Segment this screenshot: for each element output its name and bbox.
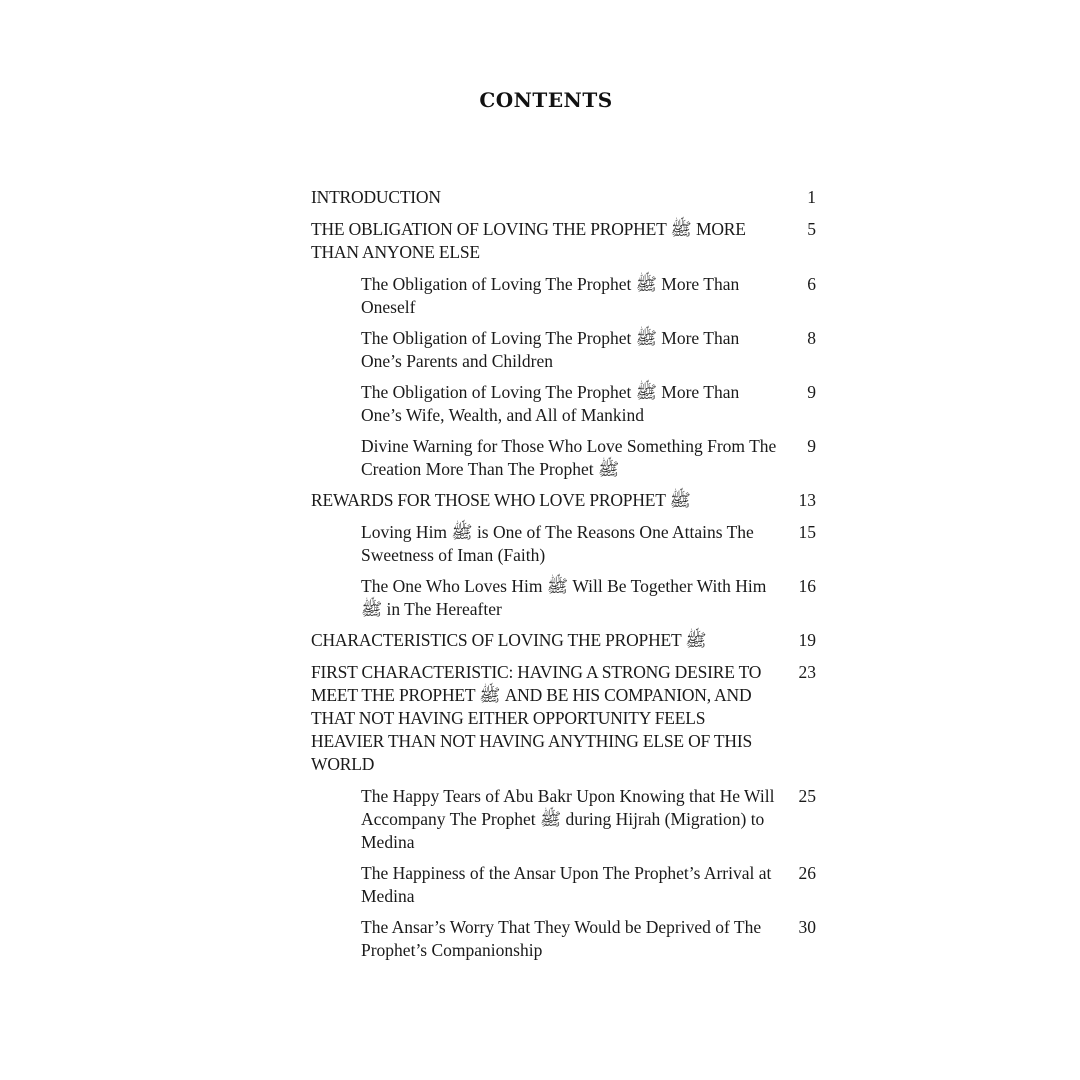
- toc-entry-page: 25: [798, 786, 816, 806]
- toc-entry-page: 16: [798, 576, 816, 596]
- toc-entry-title: The Obligation of Loving The Prophet ﷺ More Than One’s Wife, Wealth, and All of Mankind: [361, 382, 740, 425]
- toc-entry-divine-warning[interactable]: [311, 435, 816, 481]
- toc-entry-page: 23: [798, 662, 816, 682]
- toc-entry-introduction[interactable]: [311, 186, 816, 209]
- toc-entry-title: The Obligation of Loving The Prophet ﷺ More Than One’s Parents and Children: [361, 328, 740, 371]
- toc-entry-ansar-worry[interactable]: [311, 916, 816, 962]
- toc-entry-title: Divine Warning for Those Who Love Something From The Creation More Than The Prophet ﷺ: [361, 436, 777, 479]
- table-of-contents: [311, 186, 816, 970]
- toc-entry-title: REWARDS FOR THOSE WHO LOVE PROPHET ﷺ: [311, 490, 691, 510]
- toc-entry-title: The One Who Loves Him ﷺ Will Be Together With Him ﷺ in The Hereafter: [361, 576, 767, 619]
- toc-entry-sweetness-of-iman[interactable]: [311, 521, 816, 567]
- toc-entry-title: The Happy Tears of Abu Bakr Upon Knowing that He Will Accompany The Prophet ﷺ during Hijrah (Migration) to Medina: [361, 786, 775, 852]
- toc-entry-ansar-happiness[interactable]: [311, 862, 816, 908]
- toc-entry-title: The Ansar’s Worry That They Would be Deprived of The Prophet’s Companionship: [361, 917, 762, 960]
- toc-entry-more-than-oneself[interactable]: [311, 273, 816, 319]
- toc-entry-page: 30: [798, 917, 816, 937]
- page-title: CONTENTS: [479, 88, 613, 112]
- toc-entry-page: 15: [798, 522, 816, 542]
- toc-entry-rewards[interactable]: [311, 489, 816, 512]
- toc-entry-abu-bakr-tears[interactable]: [311, 785, 816, 854]
- toc-entry-page: 19: [798, 630, 816, 650]
- toc-entry-page: 1: [807, 187, 816, 207]
- toc-entry-wife-wealth[interactable]: [311, 381, 816, 427]
- toc-entry-page: 13: [798, 490, 816, 510]
- toc-entry-parents-children[interactable]: [311, 327, 816, 373]
- toc-entry-page: 9: [807, 436, 816, 456]
- toc-entry-page: 9: [807, 382, 816, 402]
- toc-entry-title: THE OBLIGATION OF LOVING THE PROPHET ﷺ MORE THAN ANYONE ELSE: [311, 219, 746, 262]
- toc-entry-title: CHARACTERISTICS OF LOVING THE PROPHET ﷺ: [311, 630, 707, 650]
- toc-entry-page: 6: [807, 274, 816, 294]
- toc-entry-together-hereafter[interactable]: [311, 575, 816, 621]
- toc-entry-page: 26: [798, 863, 816, 883]
- toc-entry-title: The Happiness of the Ansar Upon The Prophet’s Arrival at Medina: [361, 863, 772, 906]
- toc-entry-page: 5: [807, 219, 816, 239]
- toc-entry-title: The Obligation of Loving The Prophet ﷺ More Than Oneself: [361, 274, 740, 317]
- toc-entry-first-characteristic[interactable]: [311, 661, 816, 776]
- toc-entry-obligation[interactable]: [311, 218, 816, 264]
- toc-entry-title: INTRODUCTION: [311, 187, 441, 207]
- toc-entry-title: FIRST CHARACTERISTIC: HAVING A STRONG DESIRE TO MEET THE PROPHET ﷺ AND BE HIS COMPANION, AND THAT NOT HAVING EITHER OPPORTUNITY FEELS HEAVIER THAN NOT HAVING ANYTHING ELSE OF THIS WORLD: [311, 662, 762, 774]
- toc-entry-characteristics[interactable]: [311, 629, 816, 652]
- toc-entry-title: Loving Him ﷺ is One of The Reasons One Attains The Sweetness of Iman (Faith): [361, 522, 754, 565]
- toc-entry-page: 8: [807, 328, 816, 348]
